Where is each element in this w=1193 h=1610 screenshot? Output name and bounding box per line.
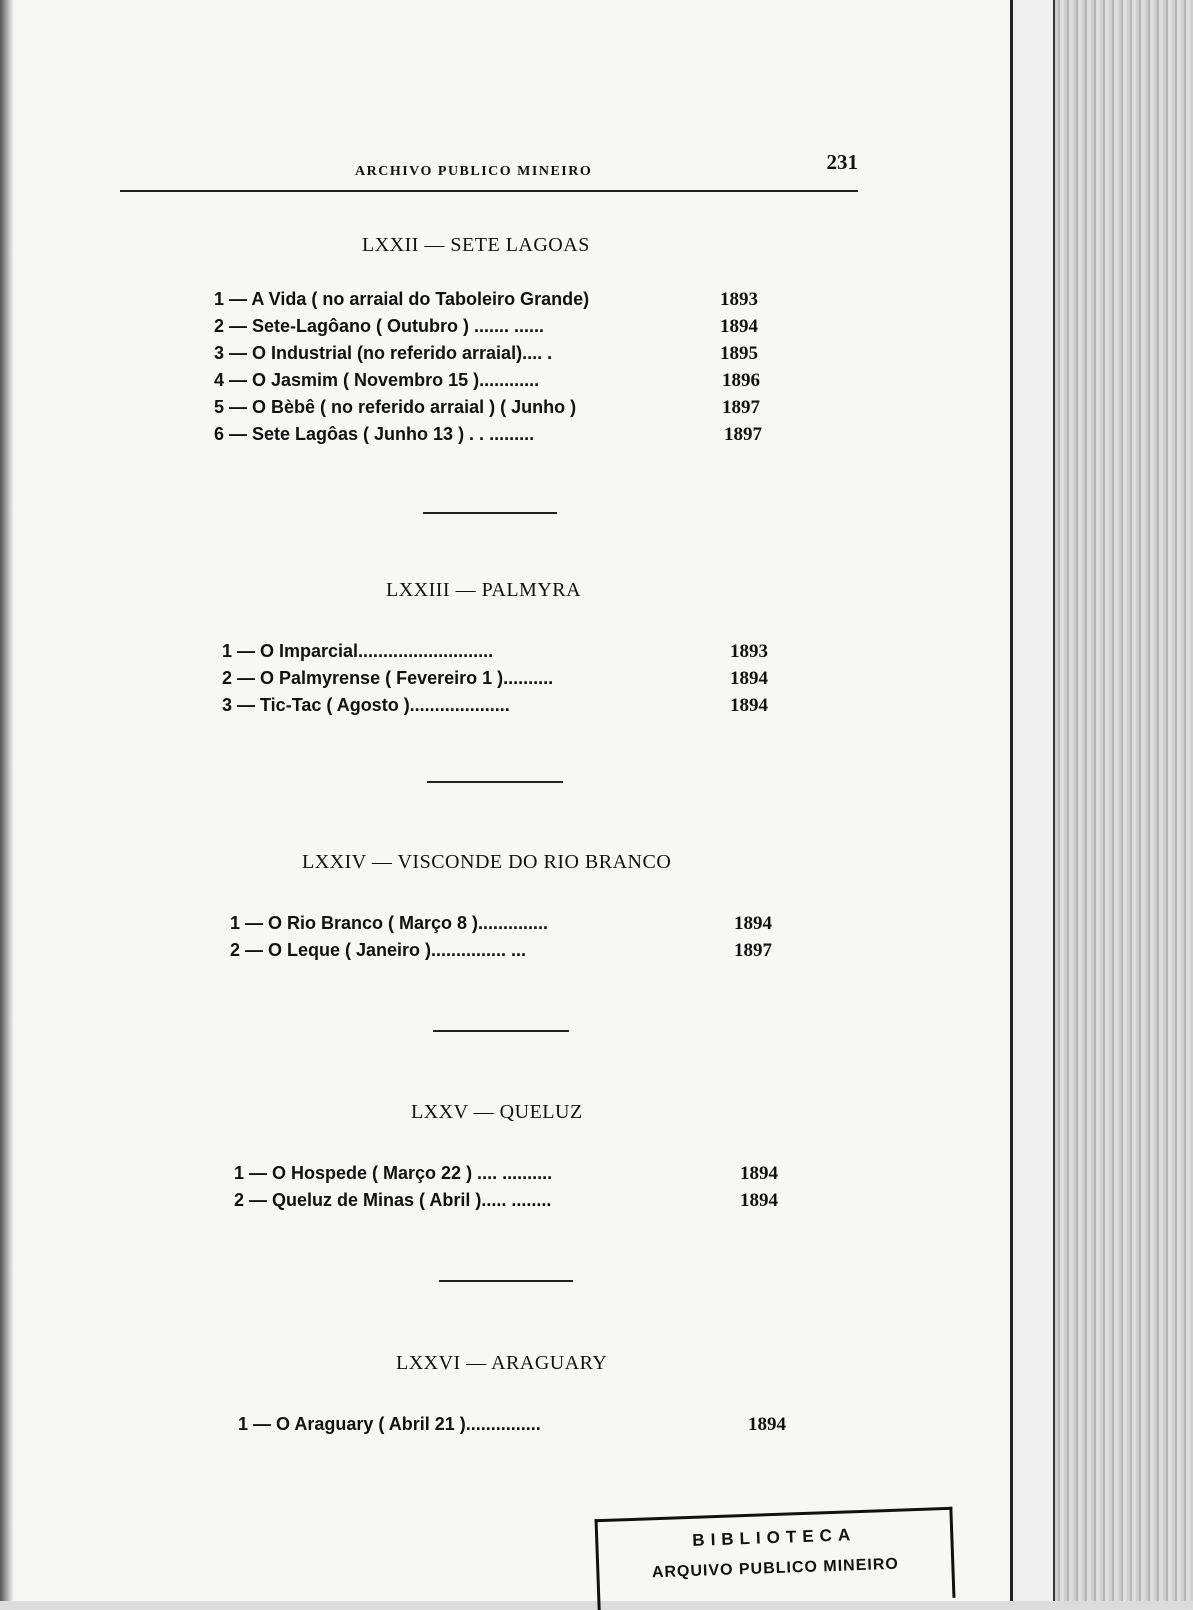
adjacent-page-edge bbox=[1013, 0, 1055, 1601]
entry-title: 2 — O Palmyrense ( Fevereiro 1 ).......... bbox=[222, 668, 554, 688]
list-item bbox=[214, 397, 774, 425]
entry-year: 1897 bbox=[724, 424, 762, 445]
entry-title: 1 — A Vida ( no arraial do Taboleiro Grande) bbox=[214, 289, 590, 309]
entry-year: 1894 bbox=[748, 1414, 786, 1435]
entry-title: 1 — O Hospede ( Março 22 ) .... .......... bbox=[234, 1163, 553, 1183]
list-item bbox=[230, 913, 790, 941]
section-divider bbox=[427, 781, 563, 783]
section-heading: LXXIII — PALMYRA bbox=[386, 579, 582, 601]
entry-year: 1895 bbox=[720, 343, 758, 364]
section-heading: LXXII — SETE LAGOAS bbox=[362, 234, 590, 256]
page-left-edge-shadow bbox=[0, 0, 14, 1601]
section-divider bbox=[439, 1280, 573, 1282]
entry-title: 3 — O Industrial (no referido arraial).... . bbox=[214, 343, 553, 363]
entry-title: 2 — Queluz de Minas ( Abril )..... ........ bbox=[234, 1190, 552, 1210]
section-heading: LXXVI — ARAGUARY bbox=[396, 1352, 608, 1374]
entry-title: 1 — O Imparcial........................... bbox=[222, 641, 494, 661]
section-divider bbox=[423, 512, 557, 514]
stamp-line-2: ARQUIVO PUBLICO MINEIRO bbox=[651, 1555, 900, 1582]
entry-year: 1897 bbox=[734, 940, 772, 961]
list-item bbox=[214, 343, 774, 371]
entry-title: 5 — O Bèbê ( no referido arraial ) ( Junho ) bbox=[214, 397, 577, 417]
section-divider bbox=[433, 1030, 569, 1032]
list-item bbox=[234, 1190, 794, 1218]
entry-title: 2 — Sete-Lagôano ( Outubro ) ....... ...... bbox=[214, 316, 545, 336]
list-item bbox=[222, 668, 782, 696]
running-header bbox=[120, 150, 858, 192]
list-item bbox=[234, 1163, 794, 1191]
header-title: ARCHIVO PUBLICO MINEIRO bbox=[355, 164, 593, 179]
page-number: 231 bbox=[826, 150, 858, 174]
entry-year: 1893 bbox=[730, 641, 768, 662]
entry-title: 6 — Sete Lagôas ( Junho 13 ) . . ......... bbox=[214, 424, 535, 444]
entry-title: 4 — O Jasmim ( Novembro 15 )............ bbox=[214, 370, 540, 390]
entry-title: 2 — O Leque ( Janeiro )............... ... bbox=[230, 940, 527, 960]
entry-year: 1896 bbox=[722, 370, 760, 391]
list-item bbox=[214, 370, 774, 398]
entry-year: 1894 bbox=[740, 1163, 778, 1184]
binding-texture bbox=[1055, 0, 1193, 1601]
stamp-line-1: BIBLIOTECA bbox=[692, 1525, 857, 1550]
list-item bbox=[230, 940, 790, 968]
entry-year: 1894 bbox=[730, 668, 768, 689]
list-item bbox=[222, 695, 782, 723]
entry-year: 1894 bbox=[720, 316, 758, 337]
entry-title: 1 — O Rio Branco ( Março 8 ).............. bbox=[230, 913, 549, 933]
section-heading: LXXV — QUELUZ bbox=[411, 1101, 583, 1123]
library-stamp bbox=[595, 1507, 956, 1610]
list-item bbox=[214, 424, 774, 452]
list-item bbox=[238, 1414, 798, 1442]
entry-year: 1894 bbox=[734, 913, 772, 934]
entry-year: 1894 bbox=[730, 695, 768, 716]
list-item bbox=[222, 641, 782, 669]
entry-title: 3 — Tic-Tac ( Agosto ).................... bbox=[222, 695, 510, 715]
entry-year: 1897 bbox=[722, 397, 760, 418]
entry-title: 1 — O Araguary ( Abril 21 )............... bbox=[238, 1414, 541, 1434]
entry-year: 1893 bbox=[720, 289, 758, 310]
list-item bbox=[214, 316, 774, 344]
entry-year: 1894 bbox=[740, 1190, 778, 1211]
list-item bbox=[214, 289, 774, 317]
section-heading: LXXIV — VISCONDE DO RIO BRANCO bbox=[302, 851, 672, 873]
